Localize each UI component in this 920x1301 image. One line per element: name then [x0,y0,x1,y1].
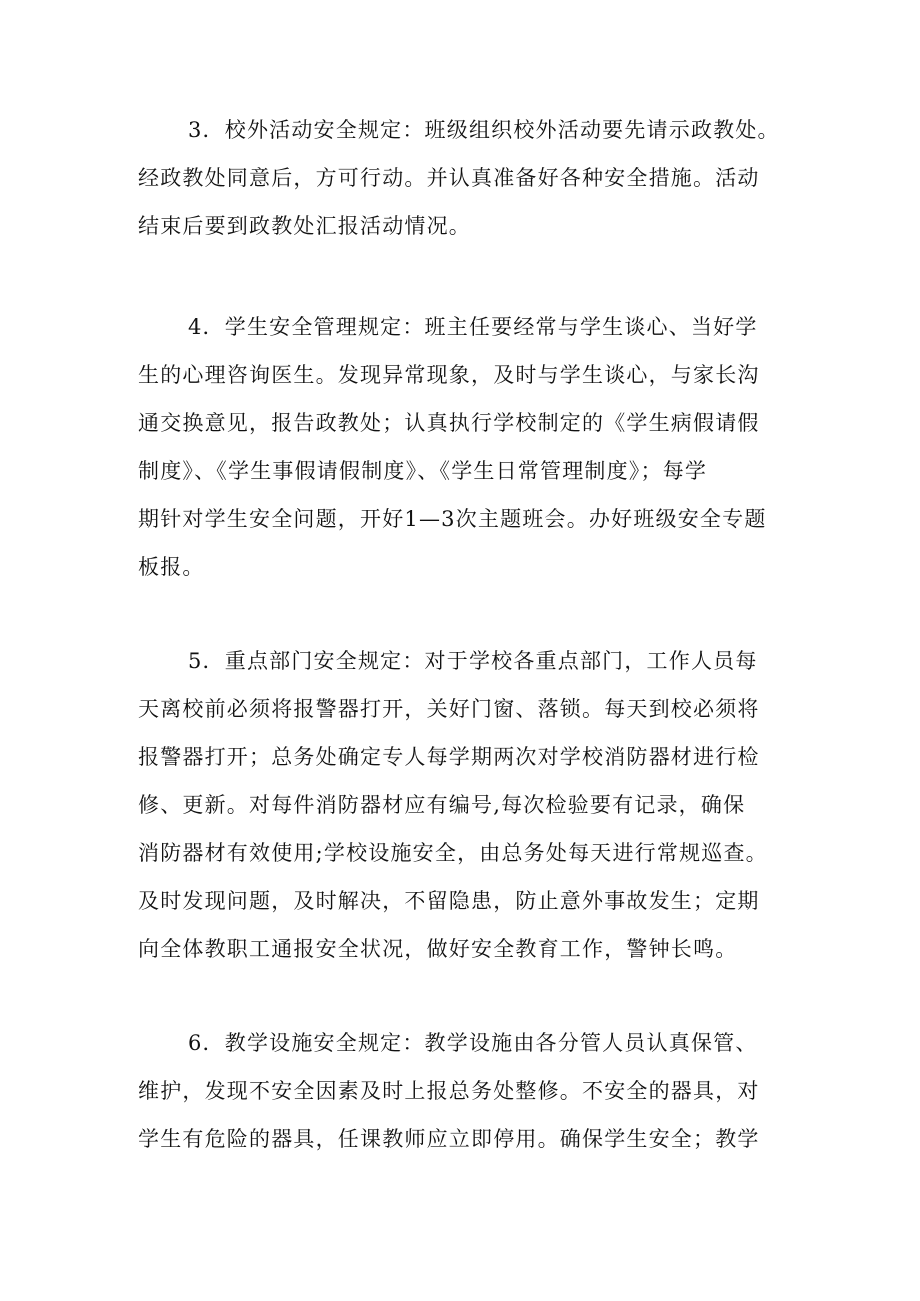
paragraph-line: 学生有危险的器具，任课教师应立即停用。确保学生安全；教学 [138,1127,760,1151]
paragraph-student-safety-management [138,303,784,591]
paragraph-line: 制度》、《学生事假请假制度》、《学生日常管理制度》；每学 [138,459,708,483]
paragraph-outdoor-activity-safety [138,106,784,250]
paragraph-line: 通交换意见，报告政教处；认真执行学校制定的《学生病假请假 [138,411,760,435]
paragraph-line: 经政教处同意后，方可行动。并认真准备好各种安全措施。活动 [138,166,760,190]
paragraph-line: 消防器材有效使用;学校设施安全，由总务处每天进行常规巡查。 [138,841,768,865]
paragraph-key-department-safety [138,637,784,973]
paragraph-line: 结束后要到政教处汇报活动情况。 [138,214,471,238]
paragraph-line: 3．校外活动安全规定：班级组织校外活动要先请示政教处。 [188,118,780,142]
paragraph-line: 生的心理咨询医生。发现异常现象，及时与学生谈心，与家长沟 [138,363,760,387]
paragraph-line: 6．教学设施安全规定：教学设施由各分管人员认真保管、 [188,1031,758,1055]
paragraph-line: 5．重点部门安全规定：对于学校各重点部门，工作人员每 [188,649,758,673]
paragraph-teaching-facility-safety [138,1019,784,1163]
paragraph-line: 报警器打开；总务处确定专人每学期两次对学校消防器材进行检 [138,745,760,769]
paragraph-line: 板报。 [138,555,205,579]
paragraph-line: 修、更新。对每件消防器材应有编号,每次检验要有记录，确保 [138,793,746,817]
paragraph-line: 及时发现问题，及时解决，不留隐患，防止意外事故发生；定期 [138,889,760,913]
paragraph-line: 期针对学生安全问题，开好1—3次主题班会。办好班级安全专题 [138,507,767,531]
paragraph-line: 向全体教职工通报安全状况，做好安全教育工作，警钟长鸣。 [138,937,738,961]
paragraph-line: 4．学生安全管理规定：班主任要经常与学生谈心、当好学 [188,315,758,339]
paragraph-line: 天离校前必须将报警器打开，关好门窗、落锁。每天到校必须将 [138,697,760,721]
paragraph-line: 维护，发现不安全因素及时上报总务处整修。不安全的器具，对 [138,1079,760,1103]
